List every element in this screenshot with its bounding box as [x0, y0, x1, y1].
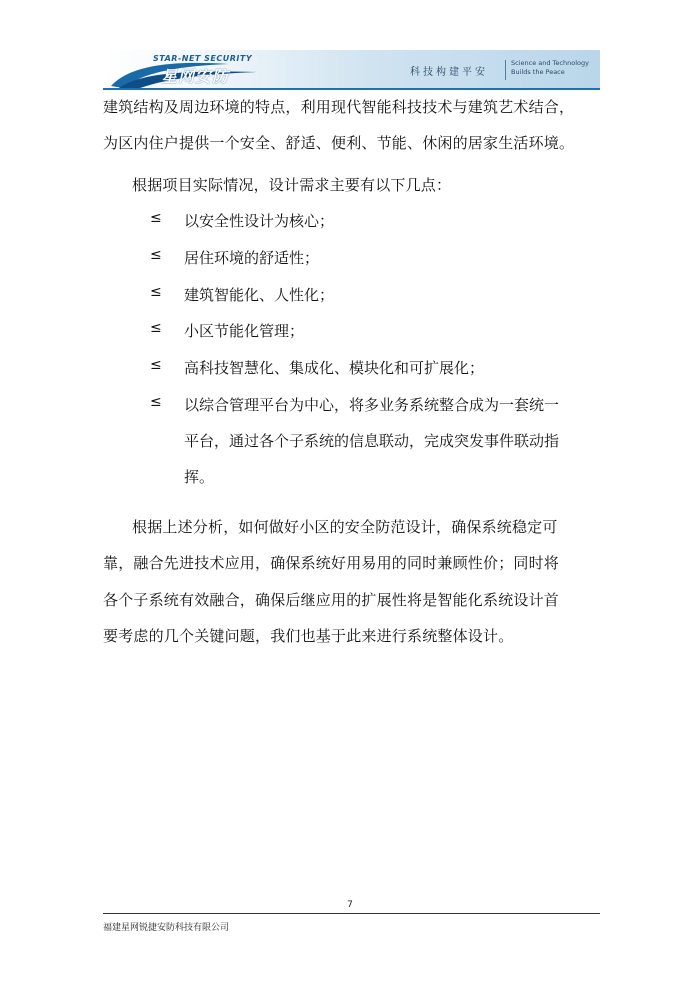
page-header-banner [103, 50, 600, 90]
conclusion-paragraph-line-4: 要考虑的几个关键问题，我们也基于此来进行系统整体设计。 [103, 627, 514, 645]
requirement-item-text: 高科技智慧化、集成化、模块化和可扩展化； [184, 359, 485, 377]
requirement-item-continuation-2: 挥。 [184, 468, 215, 486]
logo-english-text: STAR-NET SECURITY [153, 54, 253, 63]
slogan-english-line-2: Builds the Peace [511, 68, 565, 76]
footer-divider [103, 913, 600, 914]
bullet-marker: ≤ [150, 357, 162, 373]
page-number: 7 [347, 900, 353, 910]
header-slogan-divider [505, 60, 506, 80]
conclusion-paragraph-line-1: 根据上述分析，如何做好小区的安全防范设计，确保系统稳定可 [132, 518, 558, 536]
bullet-marker: ≤ [150, 320, 162, 336]
slogan-english-line-1: Science and Technology [511, 59, 589, 67]
requirement-item-text: 居住环境的舒适性； [184, 249, 320, 267]
header-slogan-english [511, 59, 589, 77]
header-slogan-chinese: 科技构建平安 [410, 67, 488, 78]
conclusion-paragraph-line-2: 靠，融合先进技术应用，确保系统好用易用的同时兼顾性价；同时将 [103, 554, 560, 572]
conclusion-paragraph-line-3: 各个子系统有效融合，确保后继应用的扩展性将是智能化系统设计首 [103, 591, 560, 609]
requirements-lead-text: 根据项目实际情况，设计需求主要有以下几点： [132, 176, 452, 194]
bullet-marker: ≤ [150, 210, 162, 226]
intro-paragraph-line-1: 建筑结构及周边环境的特点，利用现代智能科技技术与建筑艺术结合， [103, 98, 575, 116]
logo-chinese-text: 星网安防 [161, 67, 230, 86]
requirement-item-text: 小区节能化管理； [184, 322, 305, 340]
bullet-marker: ≤ [150, 394, 162, 410]
intro-paragraph-line-2: 为区内住户提供一个安全、舒适、便利、节能、休闲的居家生活环境。 [103, 134, 575, 152]
requirement-item-text: 以安全性设计为核心； [184, 212, 335, 230]
requirement-item-continuation-1: 平台，通过各个子系统的信息联动，完成突发事件联动指 [184, 432, 560, 450]
bullet-marker: ≤ [150, 247, 162, 263]
footer-company-name: 福建星网锐捷安防科技有限公司 [103, 923, 230, 933]
requirement-item-text: 以综合管理平台为中心，将多业务系统整合成为一套统一 [184, 396, 560, 414]
requirement-item-text: 建筑智能化、人性化； [184, 286, 335, 304]
bullet-marker: ≤ [150, 284, 162, 300]
